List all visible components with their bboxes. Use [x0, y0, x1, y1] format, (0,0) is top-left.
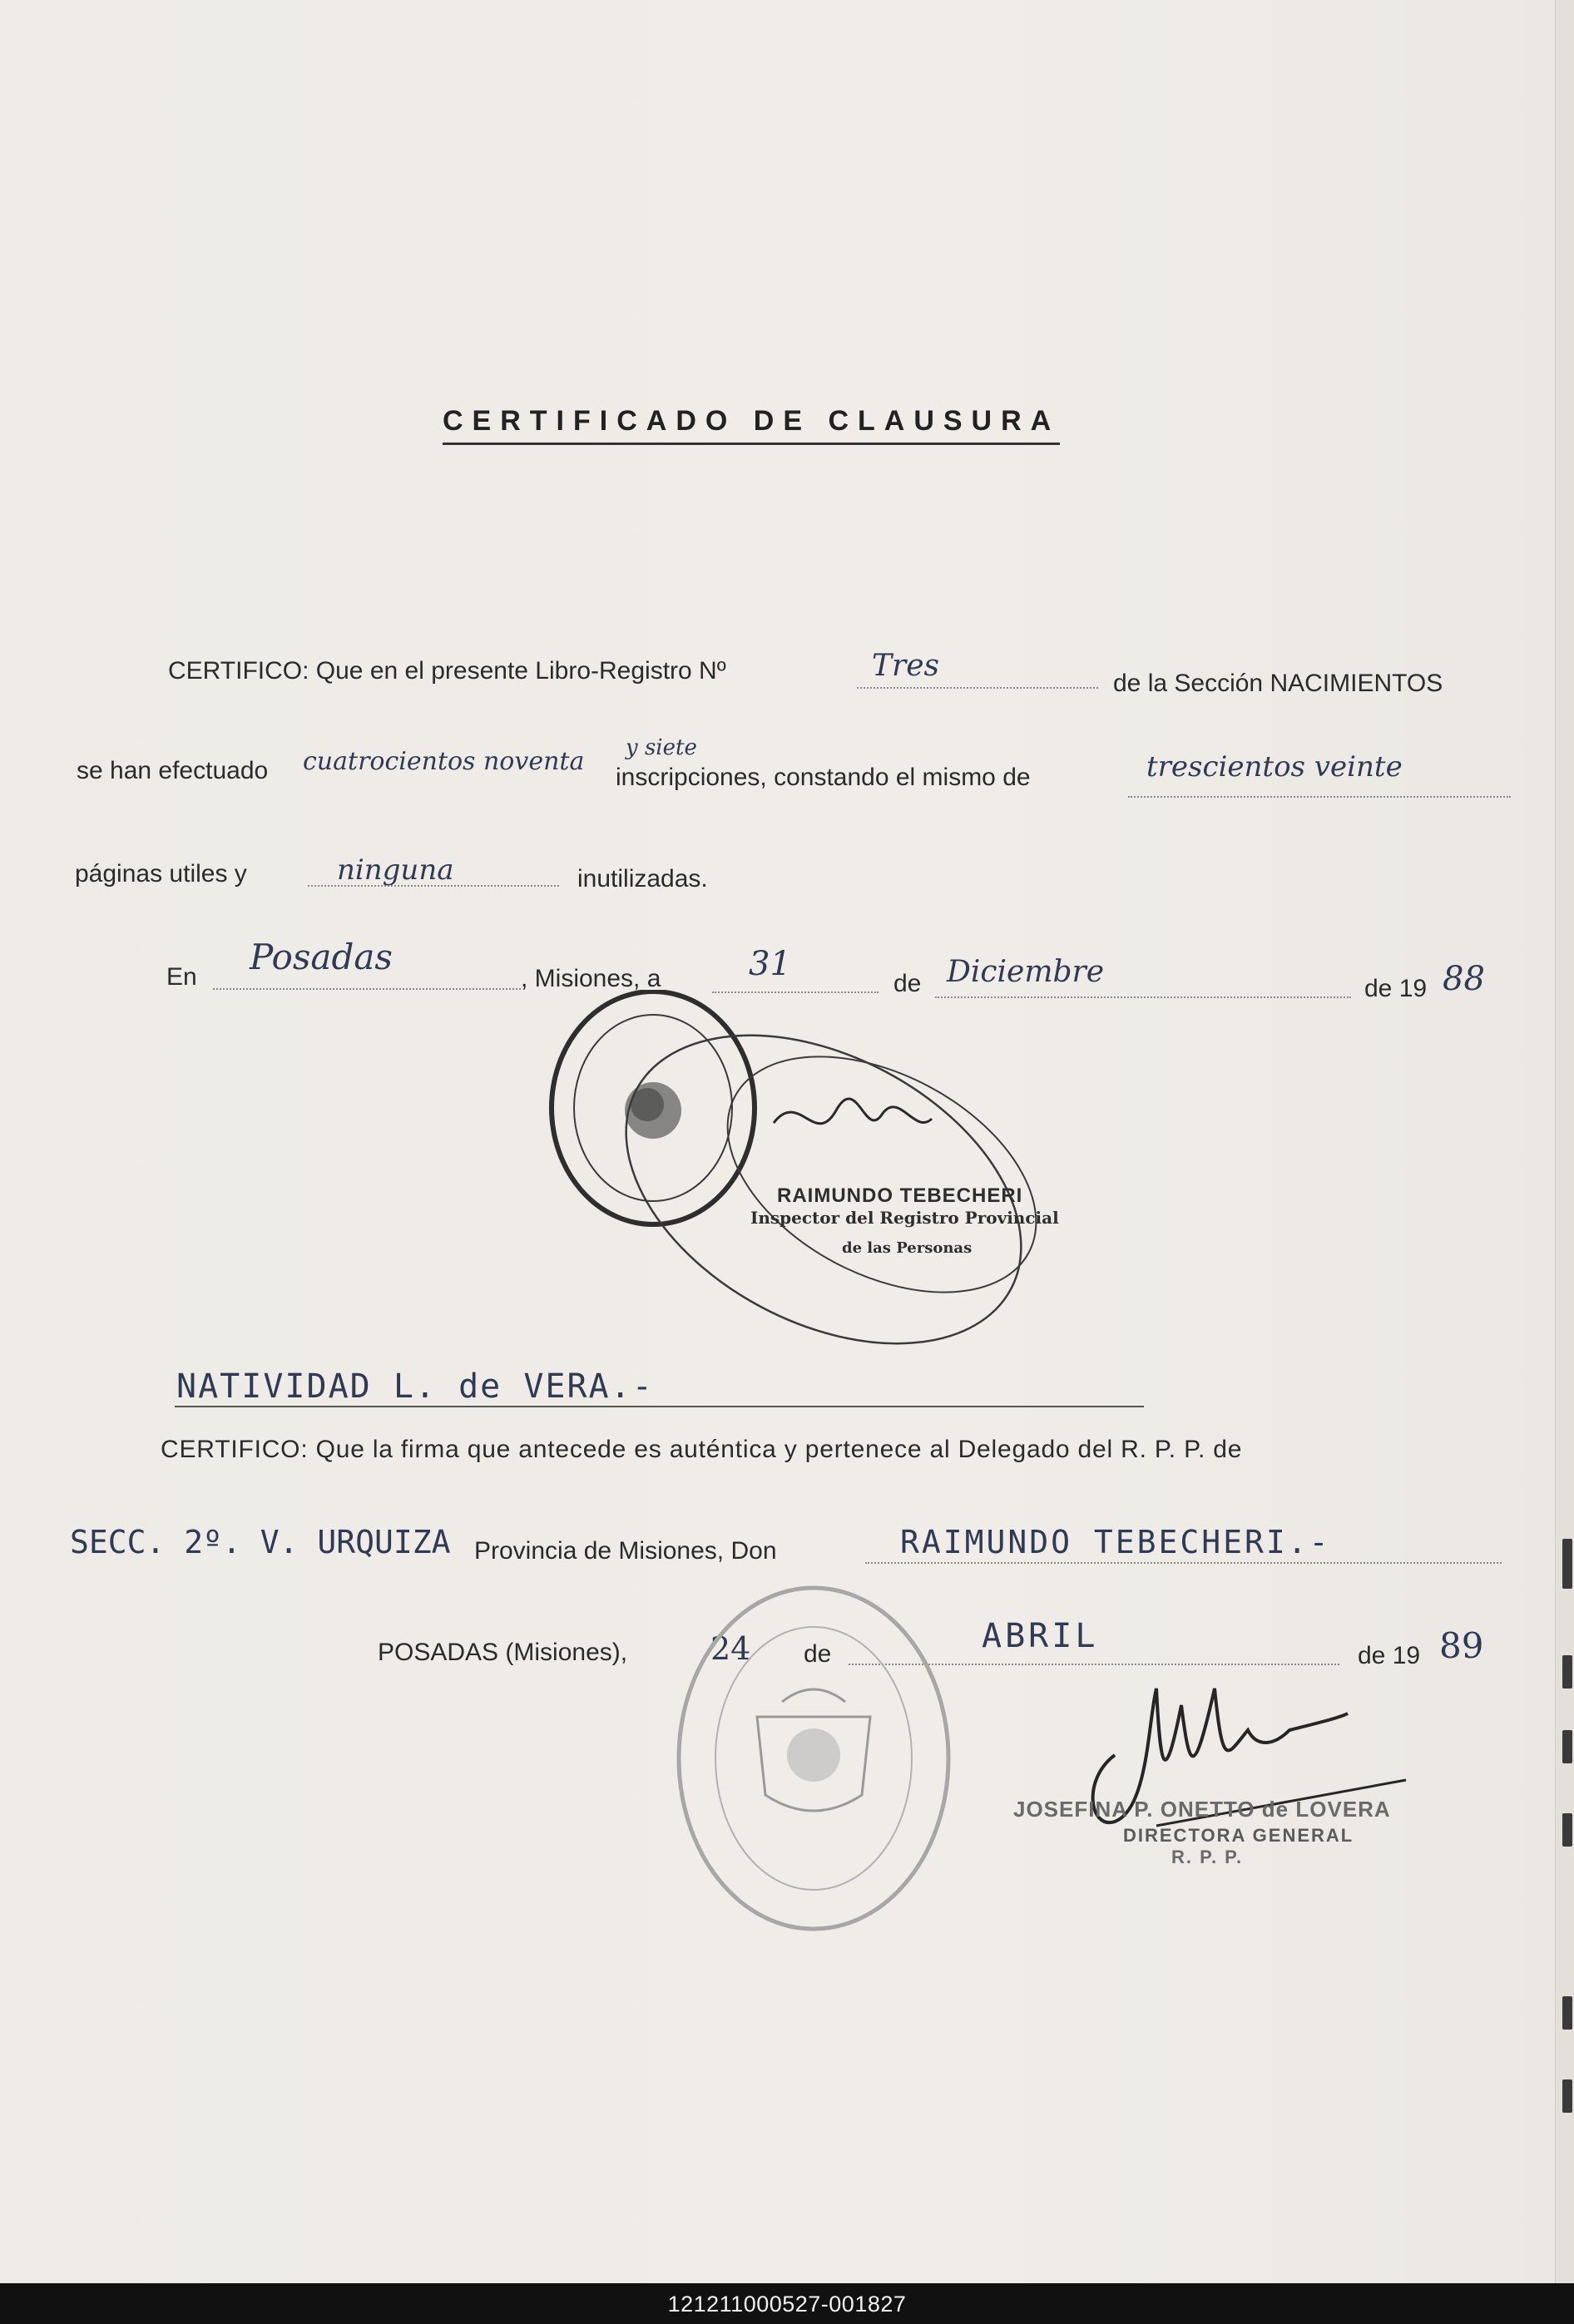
cert2-year-prefix: de 19 — [1358, 1642, 1421, 1669]
city-dotted-line — [213, 988, 521, 990]
day-handwritten: 31 — [749, 945, 791, 983]
page-edge — [1555, 0, 1574, 2283]
document-title: CERTIFICADO DE CLAUSURA — [443, 405, 1060, 445]
cert2-day-handwritten: 24 — [710, 1630, 751, 1667]
delegate-signature: NATIVIDAD L. de VERA.- — [176, 1367, 654, 1406]
cert2-line1: CERTIFICO: Que la firma que antecede es auténtica y pertenece al Delegado del R. P. P. de — [161, 1436, 1243, 1463]
cert1-line4-de: de — [893, 970, 922, 997]
cert1-line2-middle: inscripciones, constando el mismo de — [616, 764, 1031, 791]
cert2-line3-prefix: POSADAS (Misiones), — [378, 1639, 628, 1666]
edge-mark — [1562, 1996, 1572, 2030]
cert1-line3-suffix: inutilizadas. — [577, 865, 708, 893]
director-role: DIRECTORA GENERAL — [1123, 1825, 1354, 1846]
city-handwritten: Posadas — [250, 937, 393, 977]
paginas-dotted-line — [1128, 796, 1511, 798]
cert2-line2-middle: Provincia de Misiones, Don — [474, 1537, 777, 1565]
cert1-line1-suffix: de la Sección NACIMIENTOS — [1113, 670, 1443, 697]
edge-mark — [1562, 1730, 1572, 1763]
inspector-role-line2: de las Personas — [842, 1239, 973, 1257]
inutilizadas-handwritten: ninguna — [337, 853, 454, 887]
cert1-line4-en: En — [166, 963, 197, 991]
section-handwritten: SECC. 2º. V. URQUIZA — [70, 1524, 451, 1560]
cert1-year-prefix: de 19 — [1364, 975, 1428, 1002]
cert2-month-handwritten: ABRIL — [982, 1617, 1099, 1655]
inspector-name: RAIMUNDO TEBECHERI — [777, 1184, 1023, 1207]
libro-numero-handwritten: Tres — [872, 649, 939, 683]
inutilizadas-dotted-line — [308, 885, 559, 887]
edge-mark — [1562, 2079, 1572, 2113]
cert1-line2-prefix: se han efectuado — [77, 757, 269, 784]
director-role-line2: R. P. P. — [1171, 1847, 1244, 1867]
document-id: 121211000527-001827 — [667, 2292, 907, 2317]
month-handwritten: Diciembre — [947, 955, 1105, 989]
inscripciones-extra-handwritten: y siete — [626, 735, 697, 760]
director-name: JOSEFINA P. ONETTO de LOVERA — [1013, 1797, 1391, 1822]
cert1-line3-prefix: páginas utiles y — [75, 860, 247, 888]
edge-mark — [1562, 1655, 1572, 1689]
cert2-year-handwritten: 89 — [1439, 1625, 1484, 1666]
signature-line — [175, 1406, 1144, 1407]
paginas-handwritten: trescientos veinte — [1146, 750, 1403, 784]
inspector-role: Inspector del Registro Provincial — [750, 1208, 1059, 1228]
delegate-name-handwritten: RAIMUNDO TEBECHERI.- — [900, 1524, 1331, 1560]
edge-mark — [1562, 1813, 1572, 1847]
delegate-name-dotted-line — [865, 1562, 1502, 1564]
edge-mark — [1562, 1539, 1572, 1589]
inscripciones-handwritten: cuatrocientos noventa — [303, 747, 585, 776]
cert2-line3-de: de — [804, 1640, 832, 1668]
year-handwritten: 88 — [1443, 960, 1485, 998]
footer-bar — [0, 2283, 1574, 2324]
cert1-line1-prefix: CERTIFICO: Que en el presente Libro-Registro Nº — [168, 657, 726, 685]
libro-numero-dotted-line — [857, 687, 1098, 689]
direction-seal-stamp — [666, 1577, 965, 1943]
cert1-line4-misiones: , Misiones, a — [521, 965, 661, 992]
